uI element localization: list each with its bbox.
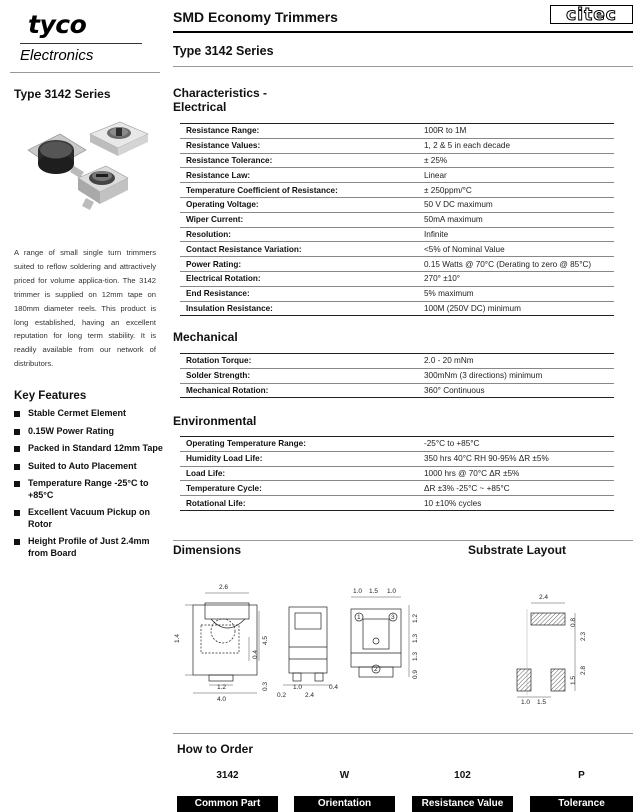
order-code: W <box>339 770 350 781</box>
spec-value: -25°C to +85°C <box>418 437 614 452</box>
table-row <box>180 368 614 383</box>
pin-label: 3 <box>391 614 395 621</box>
table-row <box>180 301 614 316</box>
spec-key: Resolution: <box>180 227 418 242</box>
spec-value: ± 25% <box>418 153 614 168</box>
table-row <box>180 242 614 257</box>
key-feature-item: Excellent Vacuum Pickup on Rotor <box>14 507 164 530</box>
spec-key: Electrical Rotation: <box>180 271 418 286</box>
spec-key: End Resistance: <box>180 286 418 301</box>
spec-key: Mechanical Rotation: <box>180 383 418 398</box>
dim-label: 0.4 <box>252 649 259 659</box>
electrical-title-line2: Electrical <box>173 100 227 114</box>
dim-label: 1.0 <box>293 684 303 691</box>
electrical-section-title <box>173 86 267 114</box>
spec-value: 1, 2 & 5 in each decade <box>418 138 614 153</box>
key-feature-item: Stable Cermet Element <box>14 408 164 420</box>
trimmer-image-top <box>90 122 148 156</box>
spec-key: Resistance Law: <box>180 168 418 183</box>
page-title: SMD Economy Trimmers <box>173 9 338 25</box>
table-row <box>180 124 614 139</box>
spec-key: Temperature Cycle: <box>180 481 418 496</box>
electrical-title-line1: Characteristics - <box>173 86 268 100</box>
tyco-logo-subtitle: Electronics <box>20 47 94 64</box>
spec-value: ± 250ppm/°C <box>418 183 614 198</box>
tyco-logo: tyco <box>28 10 87 39</box>
dimensions-divider <box>173 540 633 541</box>
spec-value: 360° Continuous <box>418 383 614 398</box>
spec-value: <5% of Nominal Value <box>418 242 614 257</box>
key-feature-item: Packed in Standard 12mm Tape <box>14 443 164 455</box>
dim-label: 1.2 <box>217 684 227 691</box>
table-row <box>180 153 614 168</box>
mechanical-section-title: Mechanical <box>173 330 238 344</box>
subtitle-divider <box>173 66 633 67</box>
table-row <box>180 286 614 301</box>
left-column-divider <box>10 72 160 73</box>
spec-value: 100R to 1M <box>418 124 614 139</box>
logo-divider <box>20 43 142 44</box>
table-row <box>180 437 614 452</box>
table-row <box>180 168 614 183</box>
spec-key: Humidity Load Life: <box>180 451 418 466</box>
spec-value: 270° ±10° <box>418 271 614 286</box>
dim-label: 2.3 <box>580 631 587 641</box>
spec-value: ΔR ±3% -25°C ~ +85°C <box>418 481 614 496</box>
trimmer-image-left <box>28 134 86 178</box>
table-row <box>180 197 614 212</box>
dim-label: 1.3 <box>412 651 419 661</box>
order-code: 102 <box>454 770 471 781</box>
table-row <box>180 257 614 272</box>
spec-value: 50mA maximum <box>418 212 614 227</box>
environmental-section-title: Environmental <box>173 414 257 428</box>
spec-value: 100M (250V DC) minimum <box>418 301 614 316</box>
dim-label: 2.4 <box>305 692 315 699</box>
spec-key: Resistance Tolerance: <box>180 153 418 168</box>
key-features-list <box>14 408 164 565</box>
spec-key: Rotational Life: <box>180 496 418 511</box>
dim-label: 0.2 <box>277 692 287 699</box>
spec-key: Resistance Range: <box>180 124 418 139</box>
spec-key: Operating Voltage: <box>180 197 418 212</box>
dim-label: 1.5 <box>570 675 577 685</box>
spec-value: 300mNm (3 directions) minimum <box>418 368 614 383</box>
table-row <box>180 383 614 398</box>
spec-key: Resistance Values: <box>180 138 418 153</box>
page-subtitle: Type 3142 Series <box>173 44 274 58</box>
order-code: 3142 <box>216 770 239 781</box>
spec-key: Insulation Resistance: <box>180 301 418 316</box>
key-feature-item: Temperature Range -25°C to +85°C <box>14 478 164 501</box>
environmental-spec-table <box>180 436 614 511</box>
spec-value: 0.15 Watts @ 70°C (Derating to zero @ 85°C) <box>418 257 614 272</box>
table-row <box>180 496 614 511</box>
citec-logo <box>550 5 633 24</box>
front-view-drawing <box>185 593 259 693</box>
dimensions-title: Dimensions <box>173 543 242 557</box>
electrical-spec-table <box>180 123 614 316</box>
table-row <box>180 354 614 369</box>
spec-value: Linear <box>418 168 614 183</box>
dim-label: 0.4 <box>329 684 339 691</box>
dim-label: 0.3 <box>262 681 269 691</box>
spec-key: Rotation Torque: <box>180 354 418 369</box>
citec-logo-text: citec <box>566 5 617 24</box>
top-view-drawing <box>351 597 409 677</box>
dim-label: 1.5 <box>369 588 379 595</box>
pin-label: 2 <box>374 666 378 673</box>
spec-key: Solder Strength: <box>180 368 418 383</box>
trimmer-image-bottom <box>78 166 128 210</box>
spec-key: Operating Temperature Range: <box>180 437 418 452</box>
spec-key: Power Rating: <box>180 257 418 272</box>
order-field-common-part: Common Part <box>177 796 278 812</box>
series-title: Type 3142 Series <box>14 87 111 101</box>
spec-value: 1000 hrs @ 70°C ΔR ±5% <box>418 466 614 481</box>
table-row <box>180 212 614 227</box>
dim-label: 1.5 <box>537 699 547 705</box>
product-photo <box>20 120 160 225</box>
substrate-layout-drawing <box>517 603 575 697</box>
dim-label: 0.9 <box>412 669 419 679</box>
spec-key: Load Life: <box>180 466 418 481</box>
spec-key: Contact Resistance Variation: <box>180 242 418 257</box>
order-field-tolerance: Tolerance <box>530 796 633 812</box>
how-to-order-title: How to Order <box>177 742 254 756</box>
dim-label: 1.0 <box>521 699 531 705</box>
dim-label: 2.6 <box>219 584 229 591</box>
key-feature-item: Suited to Auto Placement <box>14 461 164 473</box>
how-to-order-divider <box>173 733 633 734</box>
dim-label: 4.5 <box>262 635 269 645</box>
table-row <box>180 227 614 242</box>
table-row <box>180 481 614 496</box>
order-field-resistance-value: Resistance Value <box>412 796 513 812</box>
pin-label: 1 <box>357 614 361 621</box>
spec-key: Temperature Coefficient of Resistance: <box>180 183 418 198</box>
table-row <box>180 138 614 153</box>
order-code: P <box>578 770 585 781</box>
dim-label: 1.3 <box>412 633 419 643</box>
dim-label: 2.8 <box>580 665 587 675</box>
dim-label: 2.4 <box>539 594 549 601</box>
spec-value: 10 ±10% cycles <box>418 496 614 511</box>
table-row <box>180 271 614 286</box>
dim-label: 1.0 <box>353 588 363 595</box>
dim-label: 4.0 <box>217 696 227 703</box>
dimension-drawings <box>165 575 635 705</box>
spec-value: 2.0 - 20 mNm <box>418 354 614 369</box>
dim-label: 1.4 <box>174 633 181 643</box>
product-description: A range of small single turn trimmers suited to reflow soldering and attractively priced for volume applica-tion. The 3142 trimmer is supplied on 12mm tape on 180mm diameter reels. This product is long established, having an excellent reputation for long term stability. It is readily available from our network of distributors. <box>14 248 156 369</box>
dim-label: 1.2 <box>412 613 419 623</box>
dim-label: 1.0 <box>387 588 397 595</box>
key-features-title: Key Features <box>14 390 87 402</box>
order-field-orientation: Orientation <box>294 796 395 812</box>
spec-value: 50 V DC maximum <box>418 197 614 212</box>
key-feature-item: 0.15W Power Rating <box>14 426 164 438</box>
substrate-layout-title: Substrate Layout <box>468 543 567 557</box>
key-feature-item: Height Profile of Just 2.4mm from Board <box>14 536 164 559</box>
spec-value: 350 hrs 40°C RH 90-95% ΔR ±5% <box>418 451 614 466</box>
table-row <box>180 183 614 198</box>
side-view-drawing <box>283 607 331 685</box>
spec-value: 5% maximum <box>418 286 614 301</box>
spec-value: Infinite <box>418 227 614 242</box>
table-row <box>180 451 614 466</box>
spec-key: Wiper Current: <box>180 212 418 227</box>
header-divider <box>173 31 633 33</box>
table-row <box>180 466 614 481</box>
dim-label: 0.8 <box>570 617 577 627</box>
mechanical-spec-table <box>180 353 614 398</box>
